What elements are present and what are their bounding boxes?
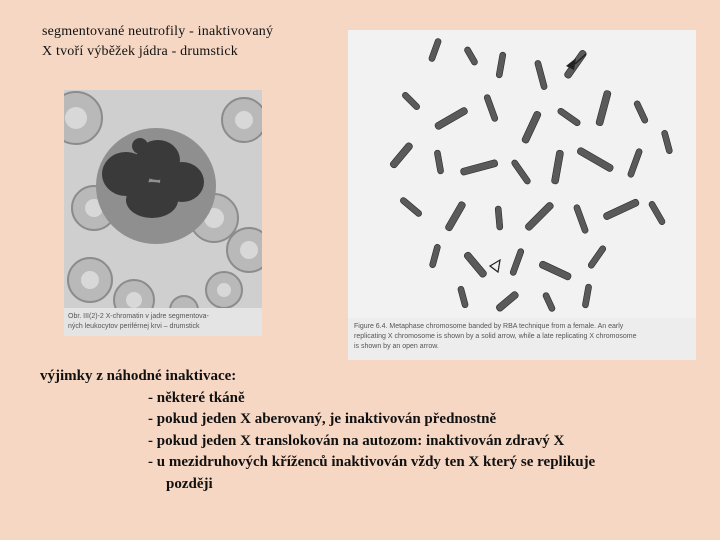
exception-item-3: - pokud jeden X translokován na autozom: inaktivován zdravý X [148, 432, 565, 449]
top-caption-line-1: segmentované neutrofily - inaktivovaný [42, 24, 274, 39]
chromosome-figure-caption [354, 322, 692, 352]
neutrophil-caption-line-2: ných leukocytov periférnej krvi – drumstick [68, 323, 200, 330]
exception-item-1: - některé tkáně [148, 389, 245, 406]
neutrophil-illustration [64, 90, 262, 336]
exceptions-heading: výjimky z náhodné inaktivace: [40, 368, 237, 384]
neutrophil-micrograph [64, 90, 262, 336]
chromosome-caption-line-3: is shown by an open arrow. [354, 343, 439, 350]
exception-item-4-continuation: později [166, 475, 213, 492]
neutrophil-figure-caption [68, 312, 262, 332]
exception-item-4: - u mezidruhových kříženců inaktivován vždy ten X který se replikuje [148, 454, 596, 470]
exception-item-2: - pokud jeden X aberovaný, je inaktivován přednostně [148, 411, 497, 427]
top-caption-line-2: X tvoří výběžek jádra - drumstick [42, 44, 238, 59]
neutrophil-caption-line-1: Obr. III(2)-2 X-chromatin v jadre segmentova- [68, 313, 209, 320]
metaphase-chromosome-figure [348, 30, 696, 360]
exceptions-list [40, 366, 595, 495]
chromosome-spread-illustration [348, 30, 696, 360]
top-caption [42, 22, 273, 62]
chromosome-caption-line-2: replicating X chromosome is shown by a solid arrow, while a late replicating X chromosome [354, 333, 637, 340]
chromosome-caption-line-1: Figure 6.4. Metaphase chromosome banded by RBA technique from a female. An early [354, 323, 624, 330]
